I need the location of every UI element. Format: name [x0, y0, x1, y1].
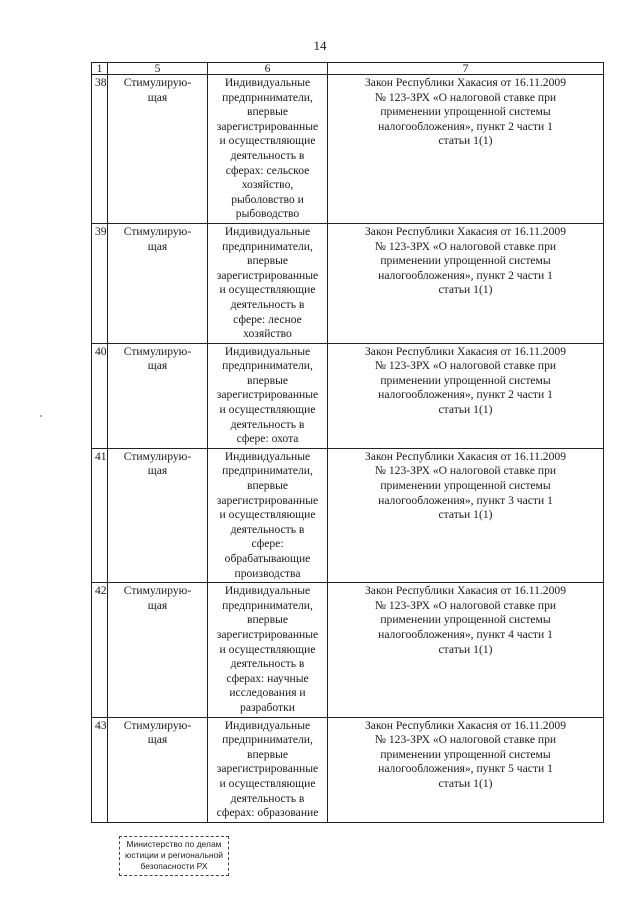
- row-number-cell: 41: [92, 448, 108, 582]
- table-row: [92, 75, 604, 224]
- taxpayer-category-cell: Индивидуальные предприниматели, впервые зарегистрированные и осуществляющие деятельность в сфере: лесное хозяйство: [208, 223, 328, 343]
- table-row: [92, 343, 604, 448]
- incentive-type-cell: Стимулирую- щая: [108, 583, 208, 717]
- header-cell-5: 5: [108, 63, 208, 75]
- incentive-type-cell: Стимулирую- щая: [108, 343, 208, 448]
- tax-benefits-table: [91, 62, 604, 823]
- stamp-line: безопасности РХ: [140, 861, 208, 871]
- table-row: [92, 717, 604, 822]
- stamp-line: Министерство по делам: [126, 839, 222, 849]
- table-row: [92, 583, 604, 717]
- row-number-cell: 38: [92, 75, 108, 224]
- taxpayer-category-cell: Индивидуальные предприниматели, впервые зарегистрированные и осуществляющие деятельность в сферах: сельское хозяйство, рыболовство и рыбоводство: [208, 75, 328, 224]
- table-header-row: [92, 63, 604, 75]
- incentive-type-cell: Стимулирую- щая: [108, 223, 208, 343]
- taxpayer-category-cell: Индивидуальные предприниматели, впервые зарегистрированные и осуществляющие деятельность в сфере: обрабатывающие производства: [208, 448, 328, 582]
- taxpayer-category-cell: Индивидуальные предприниматели, впервые зарегистрированные и осуществляющие деятельность в сфере: охота: [208, 343, 328, 448]
- legal-basis-cell: Закон Республики Хакасия от 16.11.2009 № 123-ЗРХ «О налоговой ставке при применении упрощенной системы налогообложения», пункт 5 части 1 статьи 1(1): [328, 717, 604, 822]
- row-number-cell: 42: [92, 583, 108, 717]
- legal-basis-cell: Закон Республики Хакасия от 16.11.2009 № 123-ЗРХ «О налоговой ставке при применении упрощенной системы налогообложения», пункт 2 части 1 статьи 1(1): [328, 223, 604, 343]
- header-cell-1: 1: [92, 63, 108, 75]
- stamp-line: юстиции и региональной: [124, 850, 224, 860]
- legal-basis-cell: Закон Республики Хакасия от 16.11.2009 № 123-ЗРХ «О налоговой ставке при применении упрощенной системы налогообложения», пункт 2 части 1 статьи 1(1): [328, 75, 604, 224]
- ministry-stamp: [119, 836, 229, 876]
- row-number-cell: 43: [92, 717, 108, 822]
- legal-basis-cell: Закон Республики Хакасия от 16.11.2009 № 123-ЗРХ «О налоговой ставке при применении упрощенной системы налогообложения», пункт 4 части 1 статьи 1(1): [328, 583, 604, 717]
- header-cell-7: 7: [328, 63, 604, 75]
- scan-speck: [40, 415, 42, 417]
- taxpayer-category-cell: Индивидуальные предприниматели, впервые зарегистрированные и осуществляющие деятельность в сферах: научные исследования и разработки: [208, 583, 328, 717]
- header-cell-6: 6: [208, 63, 328, 75]
- incentive-type-cell: Стимулирую- щая: [108, 717, 208, 822]
- incentive-type-cell: Стимулирую- щая: [108, 448, 208, 582]
- row-number-cell: 39: [92, 223, 108, 343]
- incentive-type-cell: Стимулирую- щая: [108, 75, 208, 224]
- legal-basis-cell: Закон Республики Хакасия от 16.11.2009 № 123-ЗРХ «О налоговой ставке при применении упрощенной системы налогообложения», пункт 2 части 1 статьи 1(1): [328, 343, 604, 448]
- page-number: 14: [313, 38, 327, 53]
- row-number-cell: 40: [92, 343, 108, 448]
- table-row: [92, 223, 604, 343]
- legal-basis-cell: Закон Республики Хакасия от 16.11.2009 № 123-ЗРХ «О налоговой ставке при применении упрощенной системы налогообложения», пункт 3 части 1 статьи 1(1): [328, 448, 604, 582]
- table-row: [92, 448, 604, 582]
- taxpayer-category-cell: Индивидуальные предприниматели, впервые зарегистрированные и осуществляющие деятельность в сферах: образование: [208, 717, 328, 822]
